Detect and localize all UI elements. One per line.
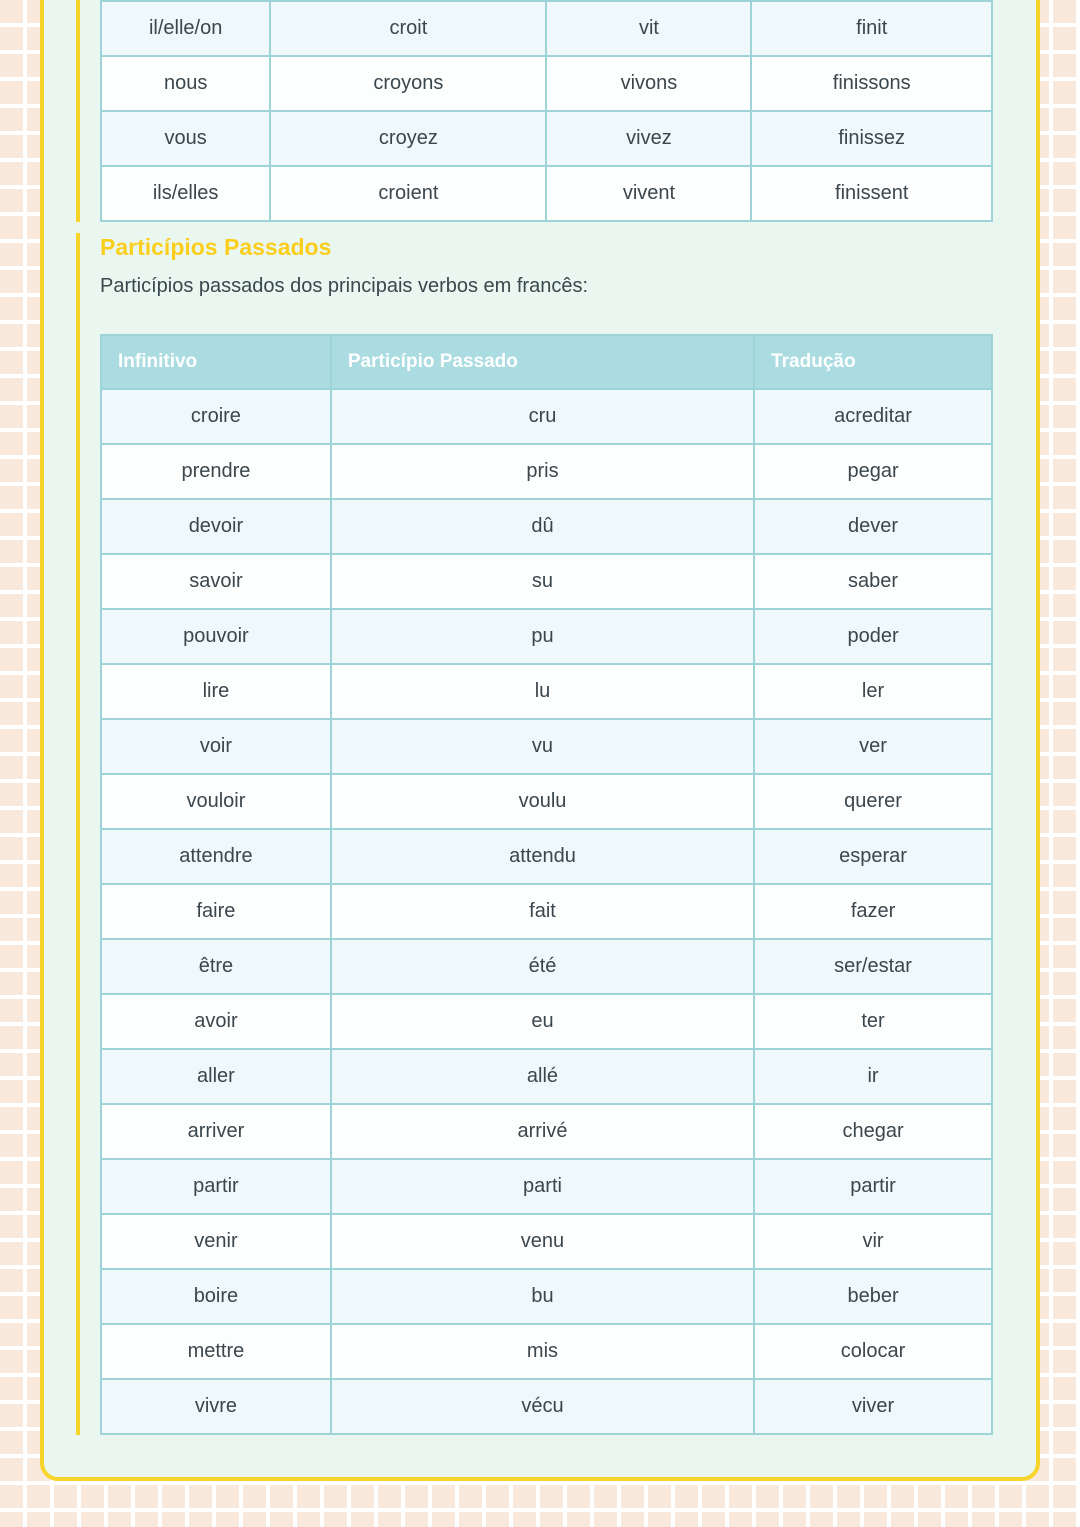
table-cell: prendre [101, 444, 331, 499]
table-cell: beber [754, 1269, 992, 1324]
table-cell: partir [754, 1159, 992, 1214]
table-cell: finissez [751, 111, 992, 166]
conjugation-table [100, 0, 993, 222]
table-cell: attendu [331, 829, 754, 884]
table-cell: finissons [751, 56, 992, 111]
table-row [101, 774, 992, 829]
table-row [101, 56, 992, 111]
section-participles [76, 233, 993, 1435]
table-cell: vivent [546, 166, 751, 221]
table-row [101, 1324, 992, 1379]
table-row [101, 111, 992, 166]
table-cell: savoir [101, 554, 331, 609]
table-cell: faire [101, 884, 331, 939]
table-cell: finit [751, 1, 992, 56]
table-row [101, 166, 992, 221]
table-cell: querer [754, 774, 992, 829]
table-cell: vir [754, 1214, 992, 1269]
table-cell: ir [754, 1049, 992, 1104]
participles-table [100, 334, 993, 1435]
table-cell: dever [754, 499, 992, 554]
table-row [101, 1379, 992, 1434]
table-cell: vu [331, 719, 754, 774]
table-cell: colocar [754, 1324, 992, 1379]
table-row [101, 1104, 992, 1159]
table-cell: eu [331, 994, 754, 1049]
table-row [101, 1049, 992, 1104]
table-row [101, 1, 992, 56]
table-cell: allé [331, 1049, 754, 1104]
table-cell: été [331, 939, 754, 994]
table-cell: pu [331, 609, 754, 664]
table-row [101, 609, 992, 664]
table-cell: croient [270, 166, 546, 221]
table-row [101, 554, 992, 609]
table-cell: vit [546, 1, 751, 56]
table-row [101, 884, 992, 939]
table-cell: mis [331, 1324, 754, 1379]
table-cell: acreditar [754, 389, 992, 444]
section-conjugation [76, 0, 993, 222]
table-cell: il/elle/on [101, 1, 270, 56]
table-cell: être [101, 939, 331, 994]
table-row [101, 939, 992, 994]
table-cell: arrivé [331, 1104, 754, 1159]
table-cell: ser/estar [754, 939, 992, 994]
table-cell: fazer [754, 884, 992, 939]
table-cell: ver [754, 719, 992, 774]
table-cell: devoir [101, 499, 331, 554]
table-row [101, 1269, 992, 1324]
conjugation-table-body [101, 1, 992, 221]
table-cell: vivons [546, 56, 751, 111]
participles-table-body [101, 389, 992, 1434]
table-row [101, 444, 992, 499]
table-cell: vécu [331, 1379, 754, 1434]
section-heading: Particípios Passados [100, 234, 332, 260]
section-intro-text: Particípios passados dos principais verbos em francês: [100, 275, 589, 297]
table-cell: su [331, 554, 754, 609]
table-cell: ils/elles [101, 166, 270, 221]
table-row [101, 1214, 992, 1269]
table-cell: ler [754, 664, 992, 719]
table-row [101, 499, 992, 554]
table-cell: vivez [546, 111, 751, 166]
table-cell: aller [101, 1049, 331, 1104]
notes-card [40, 0, 1040, 1481]
table-cell: croit [270, 1, 546, 56]
table-cell: parti [331, 1159, 754, 1214]
table-row [101, 829, 992, 884]
table-cell: partir [101, 1159, 331, 1214]
table-cell: finissent [751, 166, 992, 221]
table-cell: croire [101, 389, 331, 444]
table-cell: chegar [754, 1104, 992, 1159]
table-cell: attendre [101, 829, 331, 884]
table-cell: voulu [331, 774, 754, 829]
table-cell: vouloir [101, 774, 331, 829]
table-cell: avoir [101, 994, 331, 1049]
table-row [101, 664, 992, 719]
table-cell: lu [331, 664, 754, 719]
table-cell: venu [331, 1214, 754, 1269]
column-header-participio-passado: Particípio Passado [331, 335, 754, 389]
table-cell: dû [331, 499, 754, 554]
table-cell: esperar [754, 829, 992, 884]
table-cell: vous [101, 111, 270, 166]
table-row [101, 994, 992, 1049]
table-cell: poder [754, 609, 992, 664]
table-cell: croyez [270, 111, 546, 166]
table-cell: boire [101, 1269, 331, 1324]
table-cell: arriver [101, 1104, 331, 1159]
table-cell: viver [754, 1379, 992, 1434]
table-cell: pouvoir [101, 609, 331, 664]
table-row [101, 389, 992, 444]
table-cell: pegar [754, 444, 992, 499]
table-cell: nous [101, 56, 270, 111]
table-cell: saber [754, 554, 992, 609]
column-header-traducao: Tradução [754, 335, 992, 389]
table-cell: ter [754, 994, 992, 1049]
table-cell: voir [101, 719, 331, 774]
table-cell: venir [101, 1214, 331, 1269]
table-cell: vivre [101, 1379, 331, 1434]
table-cell: fait [331, 884, 754, 939]
table-cell: cru [331, 389, 754, 444]
table-cell: mettre [101, 1324, 331, 1379]
participles-table-head [101, 335, 992, 389]
table-cell: bu [331, 1269, 754, 1324]
column-header-infinitivo: Infinitivo [101, 335, 331, 389]
table-row [101, 1159, 992, 1214]
table-cell: croyons [270, 56, 546, 111]
table-cell: lire [101, 664, 331, 719]
header-row [101, 335, 992, 389]
table-cell: pris [331, 444, 754, 499]
table-row [101, 719, 992, 774]
